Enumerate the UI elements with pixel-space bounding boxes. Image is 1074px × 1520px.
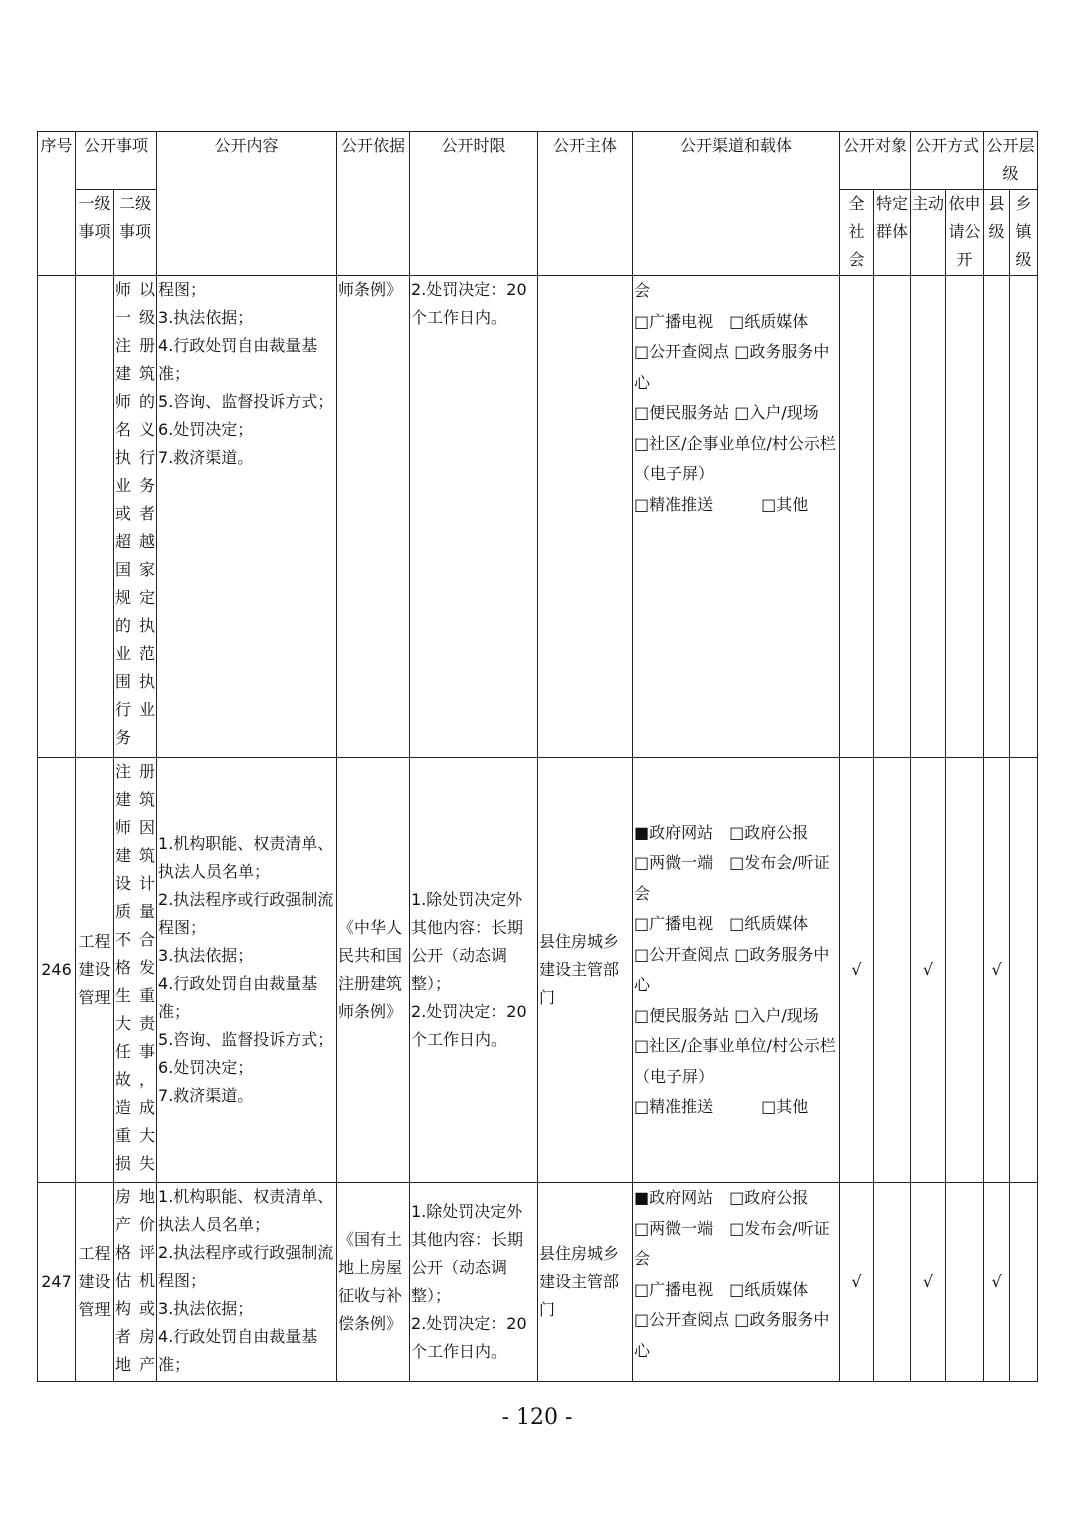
page-number: - 120 - — [501, 1405, 573, 1430]
row-content: 程图； 3.执法依据； 4.行政处罚自由裁量基准； 5.咨询、监督投诉方式； 6.处罚决定； 7.救济渠道。 — [157, 276, 337, 758]
header-content: 公开内容 — [157, 132, 337, 276]
header-active: 主动 — [911, 190, 946, 276]
row-basis: 师条例》 — [337, 276, 410, 758]
row-on-request — [946, 276, 984, 758]
row-active: √ — [911, 758, 946, 1183]
row-seq: 247 — [38, 1183, 76, 1382]
row-town — [1010, 1183, 1038, 1382]
header-town: 乡镇级 — [1010, 190, 1038, 276]
row-basis: 《国有土地上房屋征收与补偿条例》 — [337, 1183, 410, 1382]
row-level1: 工程建设管理 — [76, 758, 114, 1183]
row-channel: 会 □广播电视 □纸质媒体 □公开查阅点 □政务服务中心 □便民服务站 □入户/现场 □社区/企事业单位/村公示栏（电子屏） □精准推送 □其他 — [633, 276, 840, 758]
header-specific-group: 特定群体 — [874, 190, 911, 276]
row-specific-group — [874, 758, 911, 1183]
row-level2: 房地产价格评估机构或者房地产 — [114, 1183, 157, 1382]
table-row — [38, 276, 1038, 758]
table-row — [38, 758, 1038, 1183]
row-level1 — [76, 276, 114, 758]
row-level1: 工程建设管理 — [76, 1183, 114, 1382]
row-level2: 注册建筑师因建筑设计质量不合格发生重大责任事故，造成重大损失 — [114, 758, 157, 1183]
row-content: 1.机构职能、权责清单、执法人员名单； 2.执法程序或行政强制流程图； 3.执法依据； 4.行政处罚自由裁量基准； 5.咨询、监督投诉方式； 6.处罚决定； 7.救济渠道。 — [157, 758, 337, 1183]
header-row-1 — [38, 132, 1038, 190]
header-audience: 公开对象 — [840, 132, 911, 190]
row-channel: ■政府网站 □政府公报 □两微一端 □发布会/听证会 □广播电视 □纸质媒体 □公开查阅点 □政务服务中心 — [633, 1183, 840, 1382]
row-county: √ — [984, 758, 1010, 1183]
row-subject: 县住房城乡建设主管部门 — [538, 758, 633, 1183]
header-level2: 二级事项 — [114, 190, 157, 276]
row-county — [984, 276, 1010, 758]
header-basis: 公开依据 — [337, 132, 410, 276]
header-channel: 公开渠道和载体 — [633, 132, 840, 276]
row-town — [1010, 276, 1038, 758]
row-content: 1.机构职能、权责清单、执法人员名单； 2.执法程序或行政强制流程图； 3.执法依据； 4.行政处罚自由裁量基准； — [157, 1183, 337, 1382]
disclosure-table — [37, 131, 1038, 1382]
row-on-request — [946, 1183, 984, 1382]
row-channel: ■政府网站 □政府公报 □两微一端 □发布会/听证会 □广播电视 □纸质媒体 □公开查阅点 □政务服务中心 □便民服务站 □入户/现场 □社区/企事业单位/村公示栏（电子屏） □精准推送 □其他 — [633, 758, 840, 1183]
header-on-request: 依申请公开 — [946, 190, 984, 276]
header-seq: 序号 — [38, 132, 76, 276]
header-county: 县级 — [984, 190, 1010, 276]
row-seq — [38, 276, 76, 758]
row-all-society: √ — [840, 758, 874, 1183]
row-active: √ — [911, 1183, 946, 1382]
header-time: 公开时限 — [410, 132, 538, 276]
row-all-society: √ — [840, 1183, 874, 1382]
row-specific-group — [874, 1183, 911, 1382]
row-town — [1010, 758, 1038, 1183]
row-county: √ — [984, 1183, 1010, 1382]
table-row — [38, 1183, 1038, 1382]
row-subject — [538, 276, 633, 758]
row-active — [911, 276, 946, 758]
header-level1: 一级事项 — [76, 190, 114, 276]
row-time: 1.除处罚决定外其他内容：长期公开（动态调整）； 2.处罚决定：20个工作日内。 — [410, 1183, 538, 1382]
header-method: 公开方式 — [911, 132, 984, 190]
row-time: 2.处罚决定：20个工作日内。 — [410, 276, 538, 758]
row-specific-group — [874, 276, 911, 758]
row-time: 1.除处罚决定外其他内容：长期公开（动态调整）； 2.处罚决定：20个工作日内。 — [410, 758, 538, 1183]
header-items: 公开事项 — [76, 132, 157, 190]
row-level2: 师以一级注册建筑师的名义执行业务或者超越国家规定的执业范围执行业务 — [114, 276, 157, 758]
row-on-request — [946, 758, 984, 1183]
row-seq: 246 — [38, 758, 76, 1183]
header-all-society: 全社会 — [840, 190, 874, 276]
row-basis: 《中华人民共和国注册建筑师条例》 — [337, 758, 410, 1183]
header-subject: 公开主体 — [538, 132, 633, 276]
row-all-society — [840, 276, 874, 758]
row-subject: 县住房城乡建设主管部门 — [538, 1183, 633, 1382]
header-level: 公开层级 — [984, 132, 1038, 190]
